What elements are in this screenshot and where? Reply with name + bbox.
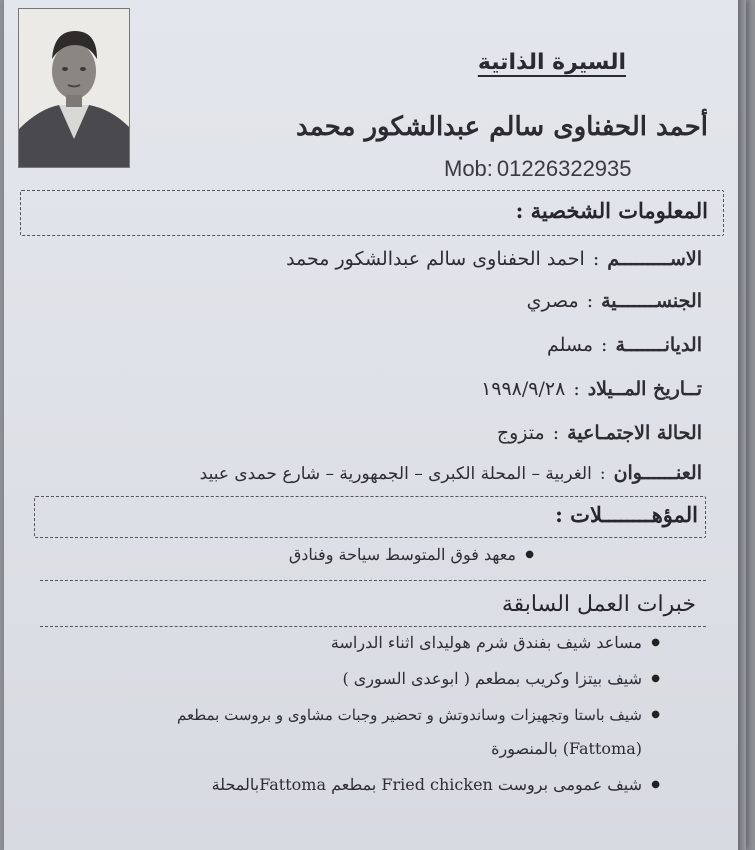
list-item-continuation: (Fattoma) بالمنصورة [491,739,642,758]
experience-list [44,632,642,796]
field-value: ١٩٩٨/٩/٢٨ [481,378,566,400]
field-label: الجنســـــــية [601,290,702,312]
field-nationality: الجنســـــــية:مصري [526,290,702,312]
field-religion: الديانـــــــة:مسلم [546,334,702,356]
field-label: الاســـــــــم [607,248,702,270]
divider [40,580,706,581]
field-value: مسلم [546,334,594,356]
cv-document [4,0,746,850]
list-item: ● شيف عمومى بروست Fried chicken بمطعم Fattomaبالمحلة [44,774,642,796]
mobile-number [444,156,632,182]
personal-info-heading: المعلومات الشخصية : [515,198,708,223]
list-item: ● معهد فوق المتوسط سياحة وفنادق [44,544,516,566]
field-marital-status: الحالة الاجتمـاعية:متزوج [496,422,702,444]
field-value: الغربية – المحلة الكبرى – الجمهورية – شارع حمدى عبيد [199,464,592,484]
divider [40,626,706,627]
field-address: العنــــــوان:الغربية – المحلة الكبرى – الجمهورية – شارع حمدى عبيد [199,462,702,484]
field-birthdate: تــاريخ المــيلاد:١٩٩٨/٩/٢٨ [481,378,702,400]
profile-photo [18,8,130,168]
list-item: ● مساعد شيف بفندق شرم هوليداى اثناء الدراسة [44,632,642,654]
person-photo-icon [19,9,129,167]
qualifications-list [44,544,516,566]
field-label: الديانـــــــة [615,334,702,356]
field-value: متزوج [496,422,545,444]
experience-heading: خبرات العمل السابقة [501,592,696,617]
field-label: الحالة الاجتمـاعية [567,422,702,444]
mobile-value: 01226322935 [496,156,632,181]
page-edge [738,0,746,850]
document-title: السيرة الذاتية [477,50,626,75]
full-name: أحمد الحفناوى سالم عبدالشكور محمد [296,112,708,142]
list-item: ● شيف باستا وتجهيزات وساندوتش و تحضير وجبات مشاوى و بروست بمطعم [44,704,642,726]
field-label: العنــــــوان [613,462,702,484]
field-value: مصري [526,290,579,312]
list-item: ● شيف بيتزا وكريب بمطعم ( ابوعدى السورى ) [44,668,642,690]
field-name: الاســـــــــم:احمد الحفناوى سالم عبدالشكور محمد [286,248,702,270]
mobile-label: Mob: [444,156,493,181]
field-value: احمد الحفناوى سالم عبدالشكور محمد [286,248,585,270]
qualifications-heading: المؤهــــــــلات : [555,502,698,527]
field-label: تــاريخ المــيلاد [587,378,702,400]
